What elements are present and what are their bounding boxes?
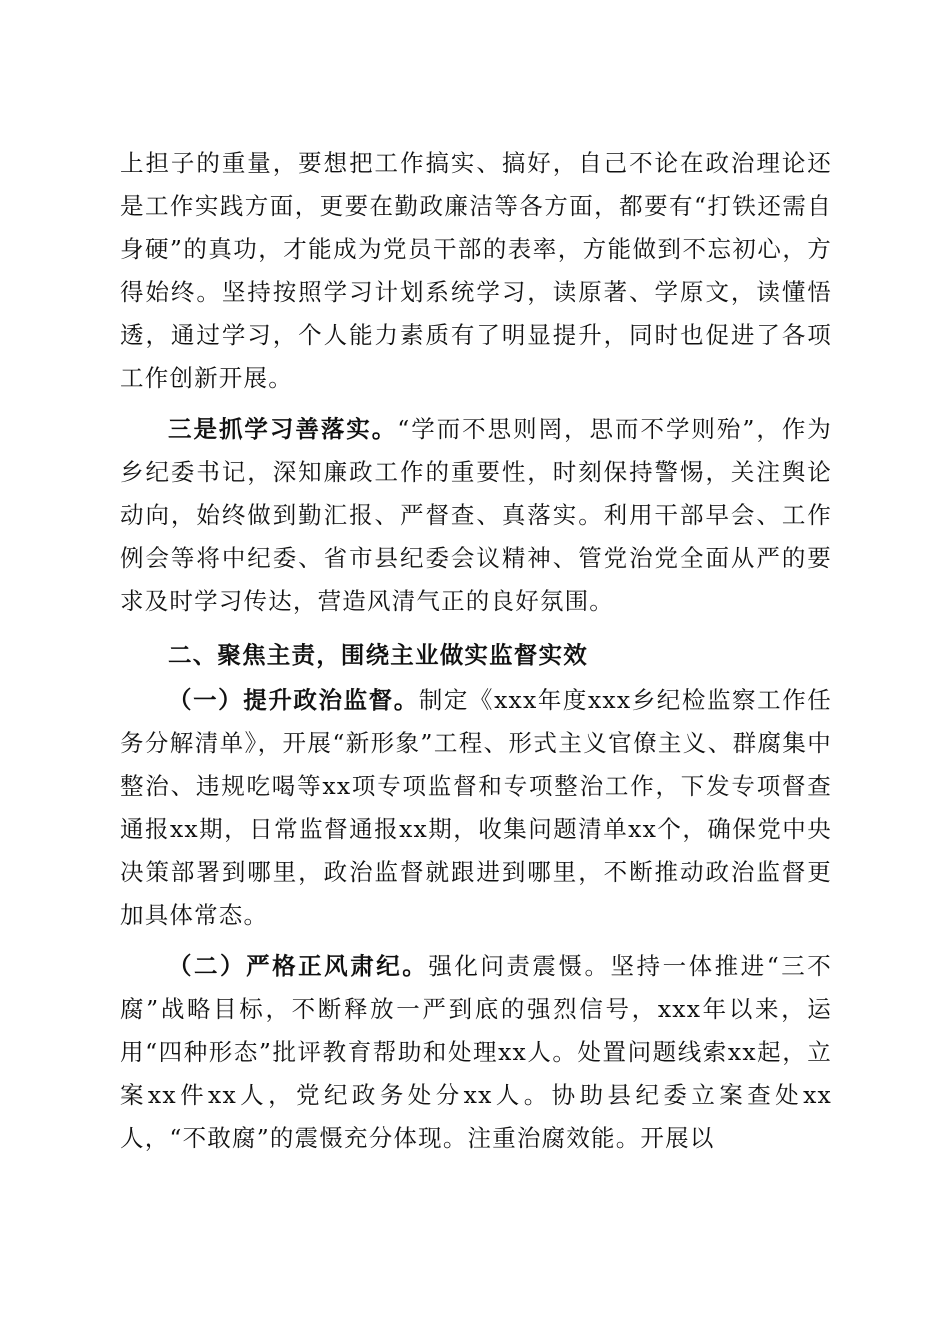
- paragraph-text: 强化问责震慑。坚持一体推进“三不腐”战略目标，不断释放一严到底的强烈信号，xxx年以来，运用“四种形态”批评教育帮助和处理xx人。处置问题线索xx起，立案xx件xx人，党纪政务处分xx人。协助县纪委立案查处xx人，“不敢腐”的震慑充分体现。注重治腐效能。开展以: [120, 952, 832, 1152]
- paragraph-lead: （一）提升政治监督。: [168, 686, 419, 714]
- paragraph-lead: （二）严格正风肃纪。: [168, 952, 429, 980]
- paragraph-continuation: [120, 142, 832, 400]
- paragraph-political-supervision: [120, 679, 832, 937]
- paragraph-study-implementation: [120, 408, 832, 623]
- section-heading: 二、聚焦主责，围绕主业做实监督实效: [168, 641, 588, 669]
- paragraph-discipline: [120, 945, 832, 1160]
- paragraph-lead: 三是抓学习善落实。: [168, 415, 398, 443]
- paragraph-text: “学而不思则罔，思而不学则殆”，作为乡纪委书记，深知廉政工作的重要性，时刻保持警惕，关注舆论动向，始终做到勤汇报、严督查、真落实。利用干部早会、工作例会等将中纪委、省市县纪委会议精神、管党治党全面从严的要求及时学习传达，营造风清气正的良好氛围。: [120, 415, 832, 615]
- document-body: [120, 142, 832, 1168]
- paragraph-text: 制定《xxx年度xxx乡纪检监察工作任务分解清单》，开展“新形象”工程、形式主义官僚主义、群腐集中整治、违规吃喝等xx项专项监督和专项整治工作，下发专项督查通报xx期，日常监督通报xx期，收集问题清单xx个，确保党中央决策部署到哪里，政治监督就跟进到哪里，不断推动政治监督更加具体常态。: [120, 686, 832, 929]
- paragraph-text: 上担子的重量，要想把工作搞实、搞好，自己不论在政治理论还是工作实践方面，更要在勤政廉洁等各方面，都要有“打铁还需自身硬”的真功，才能成为党员干部的表率，方能做到不忘初心，方得始终。坚持按照学习计划系统学习，读原著、学原文，读懂悟透，通过学习，个人能力素质有了明显提升，同时也促进了各项工作创新开展。: [120, 149, 832, 392]
